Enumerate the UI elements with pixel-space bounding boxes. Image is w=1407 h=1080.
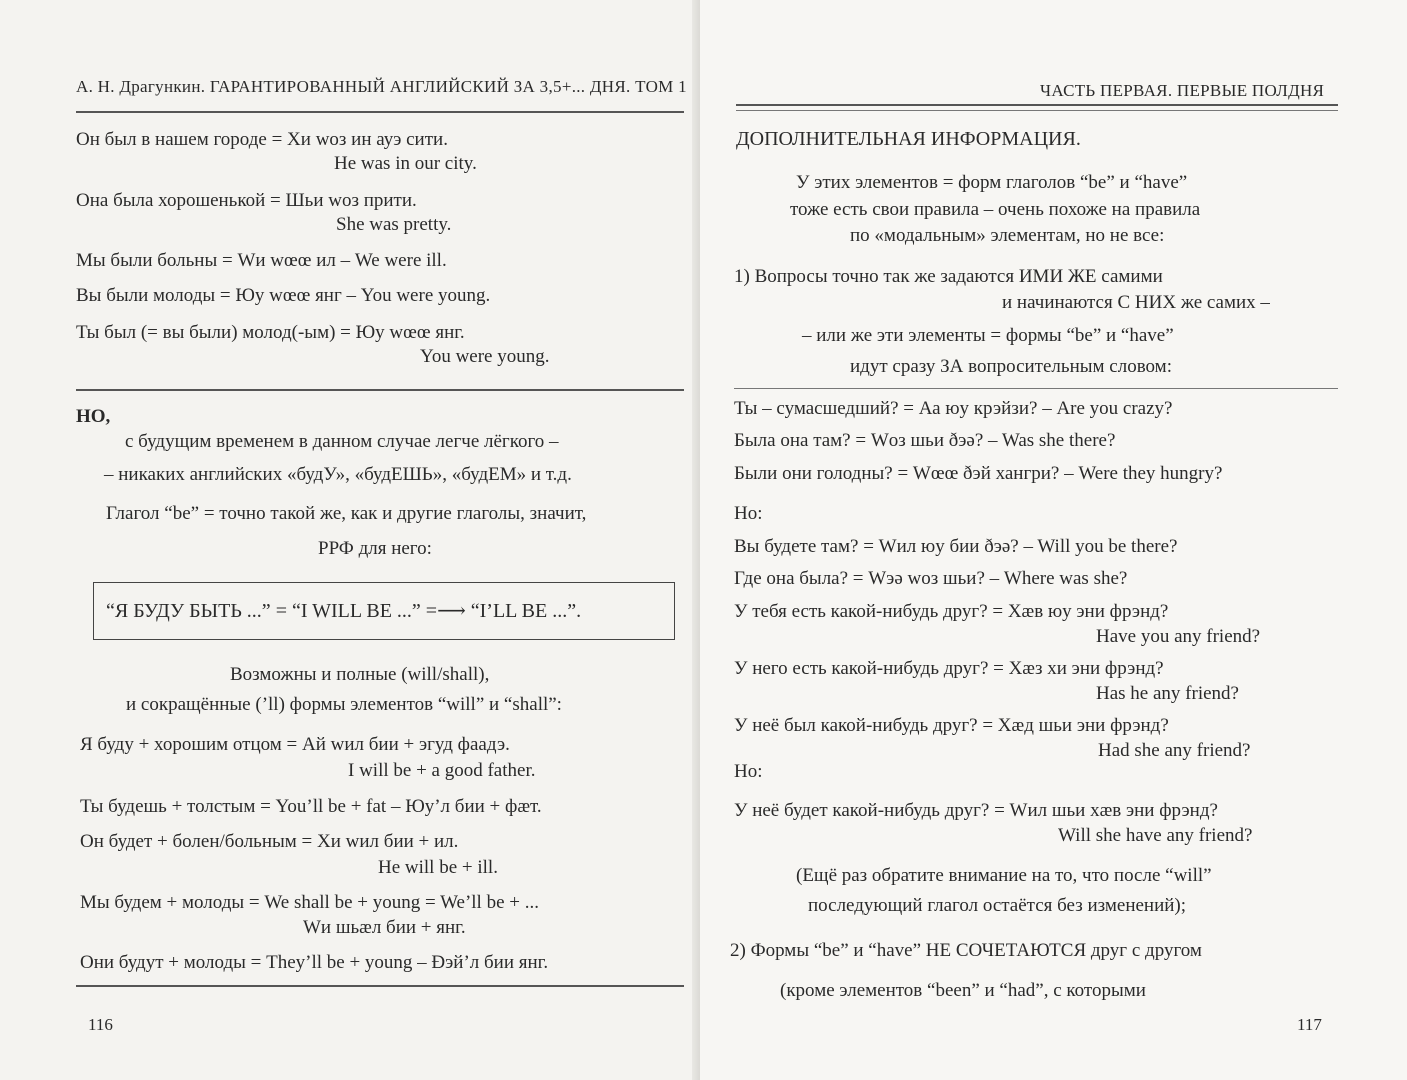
text-line: He will be + ill. [378, 857, 498, 878]
text-line: идут сразу ЗА вопросительным словом: [850, 356, 1172, 377]
text-line: She was pretty. [336, 214, 452, 235]
text-line: и начинаются С НИХ же самих – [1002, 292, 1270, 313]
text-line: и сокращённые (’ll) формы элементов “will” и “shall”: [126, 694, 562, 715]
text-line: Мы будем + молоды = We shall be + young = We’ll be + ... [80, 892, 539, 913]
text-line: Где она была? = Wэə woз шьи? – Where was she? [734, 568, 1128, 589]
text-line: Ты – сумасшедший? = Аа юу крэйзи? – Are you crazy? [734, 398, 1173, 419]
header-rule [76, 111, 684, 113]
text-line: Но: [734, 761, 763, 782]
text-line: Была она там? = Wоз шьи ðэə? – Was she there? [734, 430, 1116, 451]
header-rule [736, 104, 1338, 106]
section-rule [734, 388, 1338, 389]
text-line: (кроме элементов “been” и “had”, с которыми [780, 980, 1146, 1001]
text-line: по «модальным» элементам, но не все: [850, 225, 1165, 246]
text-line: Ты был (= вы были) молод(-ым) = Юу wœœ янг. [76, 322, 465, 343]
running-header: ЧАСТЬ ПЕРВАЯ. ПЕРВЫЕ ПОЛДНЯ [1040, 81, 1325, 100]
rule-box-text: “Я БУДУ БЫТЬ ...” = “I WILL BE ...” =⟶ “I’LL BE ...”. [106, 600, 582, 622]
text-line: Will she have any friend? [1058, 825, 1253, 846]
text-line: с будущим временем в данном случае легче лёгкого – [125, 431, 559, 452]
text-line: Has he any friend? [1096, 683, 1239, 704]
text-line: Он был в нашем городе = Хи woз ин ауэ сити. [76, 129, 448, 150]
section-rule [76, 389, 684, 391]
text-line: Мы были больны = Wи wœœ ил – We were ill. [76, 250, 447, 271]
text-line: тоже есть свои правила – очень похоже на правила [790, 199, 1201, 220]
right-page [700, 0, 1407, 1080]
running-header: А. Н. Драгункин. ГАРАНТИРОВАННЫЙ АНГЛИЙСКИЙ ЗА 3,5+... ДНЯ. ТОМ 1 [76, 77, 687, 96]
rule-box [93, 582, 675, 640]
page-number: 117 [1297, 1015, 1322, 1034]
text-line: You were young. [420, 346, 550, 367]
text-line: Had she any friend? [1098, 740, 1251, 761]
text-line: I will be + a good father. [348, 760, 536, 781]
left-page [0, 0, 700, 1080]
text-line: Возможны и полные (will/shall), [230, 664, 490, 685]
text-line: Have you any friend? [1096, 626, 1261, 647]
text-line: У этих элементов = форм глаголов “be” и “have” [796, 172, 1188, 193]
footer-rule [76, 985, 684, 987]
text-line: У тебя есть какой-нибудь друг? = Хæв юу эни фрэнд? [734, 601, 1169, 622]
text-line: – или же эти элементы = формы “be” и “have” [802, 325, 1174, 346]
text-line: 2) Формы “be” и “have” НЕ СОЧЕТАЮТСЯ друг с другом [730, 940, 1202, 961]
text-line: РРФ для него: [318, 538, 432, 559]
section-label: НО, [76, 406, 111, 427]
text-line: последующий глагол остаётся без изменений); [808, 895, 1187, 916]
text-line: Вы были молоды = Юу wœœ янг – You were young. [76, 285, 491, 306]
header-rule-2 [736, 110, 1338, 111]
text-line: Глагол “be” = точно такой же, как и другие глаголы, значит, [106, 503, 587, 524]
text-line: Вы будете там? = Wил юу бии ðэə? – Will you be there? [734, 536, 1178, 557]
text-line: Она была хорошенькой = Шьи woз прити. [76, 190, 417, 211]
text-line: У него есть какой-нибудь друг? = Хæз хи эни фрэнд? [734, 658, 1164, 679]
text-line: Но: [734, 503, 763, 524]
text-line: Были они голодны? = Wœœ ðэй хангри? – Were they hungry? [734, 463, 1223, 484]
text-line: У неё будет какой-нибудь друг? = Wил шьи хæв эни фрэнд? [734, 800, 1218, 821]
text-line: Он будет + болен/больным = Хи wил бии + ил. [80, 831, 459, 852]
text-line: (Ещё раз обратите внимание на то, что после “will” [796, 865, 1212, 886]
text-line: У неё был какой-нибудь друг? = Хæд шьи эни фрэнд? [734, 715, 1169, 736]
page-number: 116 [88, 1015, 113, 1034]
text-line: Я буду + хорошим отцом = Ай wил бии + эгуд фаадэ. [80, 734, 510, 755]
section-title: ДОПОЛНИТЕЛЬНАЯ ИНФОРМАЦИЯ. [736, 128, 1081, 150]
text-line: – никаких английских «будУ», «будЕШЬ», «будЕМ» и т.д. [104, 464, 572, 485]
text-line: Ты будешь + толстым = You’ll be + fat – Юу’л бии + фæт. [80, 796, 542, 817]
text-line: Wи шьæл бии + янг. [303, 917, 466, 938]
text-line: Они будут + молоды = They’ll be + young – Ðэй’л бии янг. [80, 952, 549, 973]
text-line: He was in our city. [334, 153, 477, 174]
text-line: 1) Вопросы точно так же задаются ИМИ ЖЕ самими [734, 266, 1163, 287]
